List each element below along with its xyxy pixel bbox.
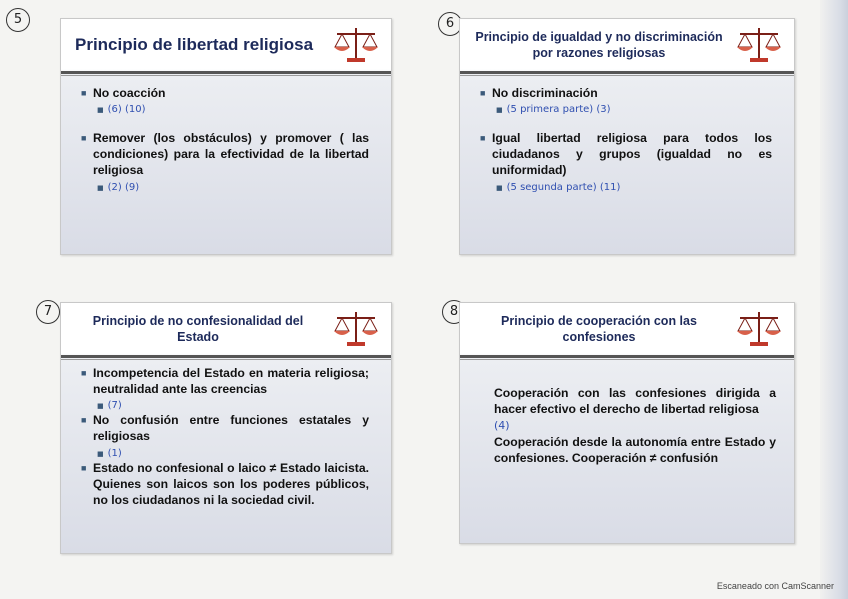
slide-libertad-religiosa [60, 18, 392, 255]
title-rule-thin [61, 75, 391, 76]
bullet-item [81, 130, 369, 178]
bullet-text: No confusión entre funciones estatales y religiosas [93, 413, 369, 444]
note-text: (5 primera parte) (3) [506, 104, 611, 116]
handwritten-note [97, 399, 369, 412]
note-text: (6) (10) [107, 104, 146, 116]
slide-header [61, 303, 391, 355]
slide-header [460, 303, 794, 355]
note-text: (5 segunda parte) (11) [506, 181, 621, 193]
square-bullet-icon: ■ [496, 106, 503, 115]
bullet-item [81, 460, 369, 508]
square-bullet-icon: ■ [97, 449, 104, 458]
slide-content [81, 85, 369, 194]
slide-content [480, 85, 772, 194]
slide-header [460, 19, 794, 71]
slide-title: Principio de libertad religiosa [75, 34, 314, 54]
slide-cooperacion [459, 302, 795, 544]
square-bullet-icon: ■ [480, 88, 486, 98]
bullet-item [81, 365, 369, 397]
square-bullet-icon: ■ [97, 183, 104, 192]
bullet-text: Incompetencia del Estado en materia religiosa; neutralidad ante las creencias [93, 366, 369, 397]
slide-number: 8 [442, 300, 466, 324]
bullet-text: No discriminación [492, 86, 598, 100]
handwritten-note [97, 447, 369, 460]
slide-content [81, 365, 369, 508]
handwritten-note: (4) [494, 419, 510, 433]
balance-scale-icon [736, 309, 782, 349]
square-bullet-icon: ■ [480, 133, 486, 144]
title-rule [460, 71, 794, 74]
title-rule [460, 355, 794, 358]
square-bullet-icon: ■ [81, 462, 87, 473]
slide-title: Principio de igualdad y no discriminación por razones religiosas [475, 29, 723, 60]
slide-no-confesionalidad [60, 302, 392, 554]
square-bullet-icon: ■ [97, 402, 104, 411]
square-bullet-icon: ■ [97, 106, 104, 115]
handwritten-note [496, 181, 772, 194]
bullet-text: No coacción [93, 86, 166, 100]
title-rule-thin [61, 359, 391, 360]
scanner-watermark: Escaneado con CamScanner [716, 581, 834, 591]
balance-scale-icon [333, 25, 379, 65]
square-bullet-icon: ■ [81, 88, 87, 98]
slide-number: 5 [6, 8, 30, 32]
title-rule-thin [460, 359, 794, 360]
title-rule [61, 355, 391, 358]
square-bullet-icon: ■ [81, 133, 87, 144]
bullet-text: Remover (los obstáculos) y promover ( las condiciones) para la efectividad de la libertad religiosa [93, 131, 369, 178]
scanner-edge [820, 0, 848, 599]
note-text: (2) (9) [107, 181, 140, 193]
balance-scale-icon [333, 309, 379, 349]
bullet-item [81, 85, 369, 101]
handwritten-note [97, 103, 369, 116]
slide-title: Principio de cooperación con las confesiones [501, 313, 697, 344]
handwritten-note [496, 103, 772, 116]
slide-number: 7 [36, 300, 60, 324]
bullet-text: Igual libertad religiosa para todos los ciudadanos y grupos (igualdad no es uniformidad) [492, 131, 772, 178]
square-bullet-icon: ■ [81, 368, 87, 378]
title-rule-thin [460, 75, 794, 76]
paragraph: Cooperación con las confesiones dirigida a hacer efectivo el derecho de libertad religiosa [494, 386, 776, 417]
bullet-item [480, 85, 772, 101]
slide-content [494, 385, 776, 466]
note-text: (1) [107, 447, 122, 459]
square-bullet-icon: ■ [496, 183, 503, 192]
bullet-item [480, 130, 772, 178]
note-text: (7) [107, 400, 122, 412]
square-bullet-icon: ■ [81, 415, 87, 426]
paragraph: Cooperación desde la autonomía entre Estado y confesiones. Cooperación ≠ confusión [494, 434, 776, 465]
slide-number: 6 [438, 12, 462, 36]
slide-igualdad [459, 18, 795, 255]
bullet-item [81, 412, 369, 444]
title-rule [61, 71, 391, 74]
balance-scale-icon [736, 25, 782, 65]
slide-header [61, 19, 391, 71]
slide-title: Principio de no confesionalidad del Estado [92, 313, 304, 344]
handwritten-note [97, 181, 369, 194]
bullet-text: Estado no confesional o laico ≠ Estado laicista. Quienes son laicos son los poderes públicos, no los ciudadanos ni la sociedad civil. [93, 460, 369, 507]
